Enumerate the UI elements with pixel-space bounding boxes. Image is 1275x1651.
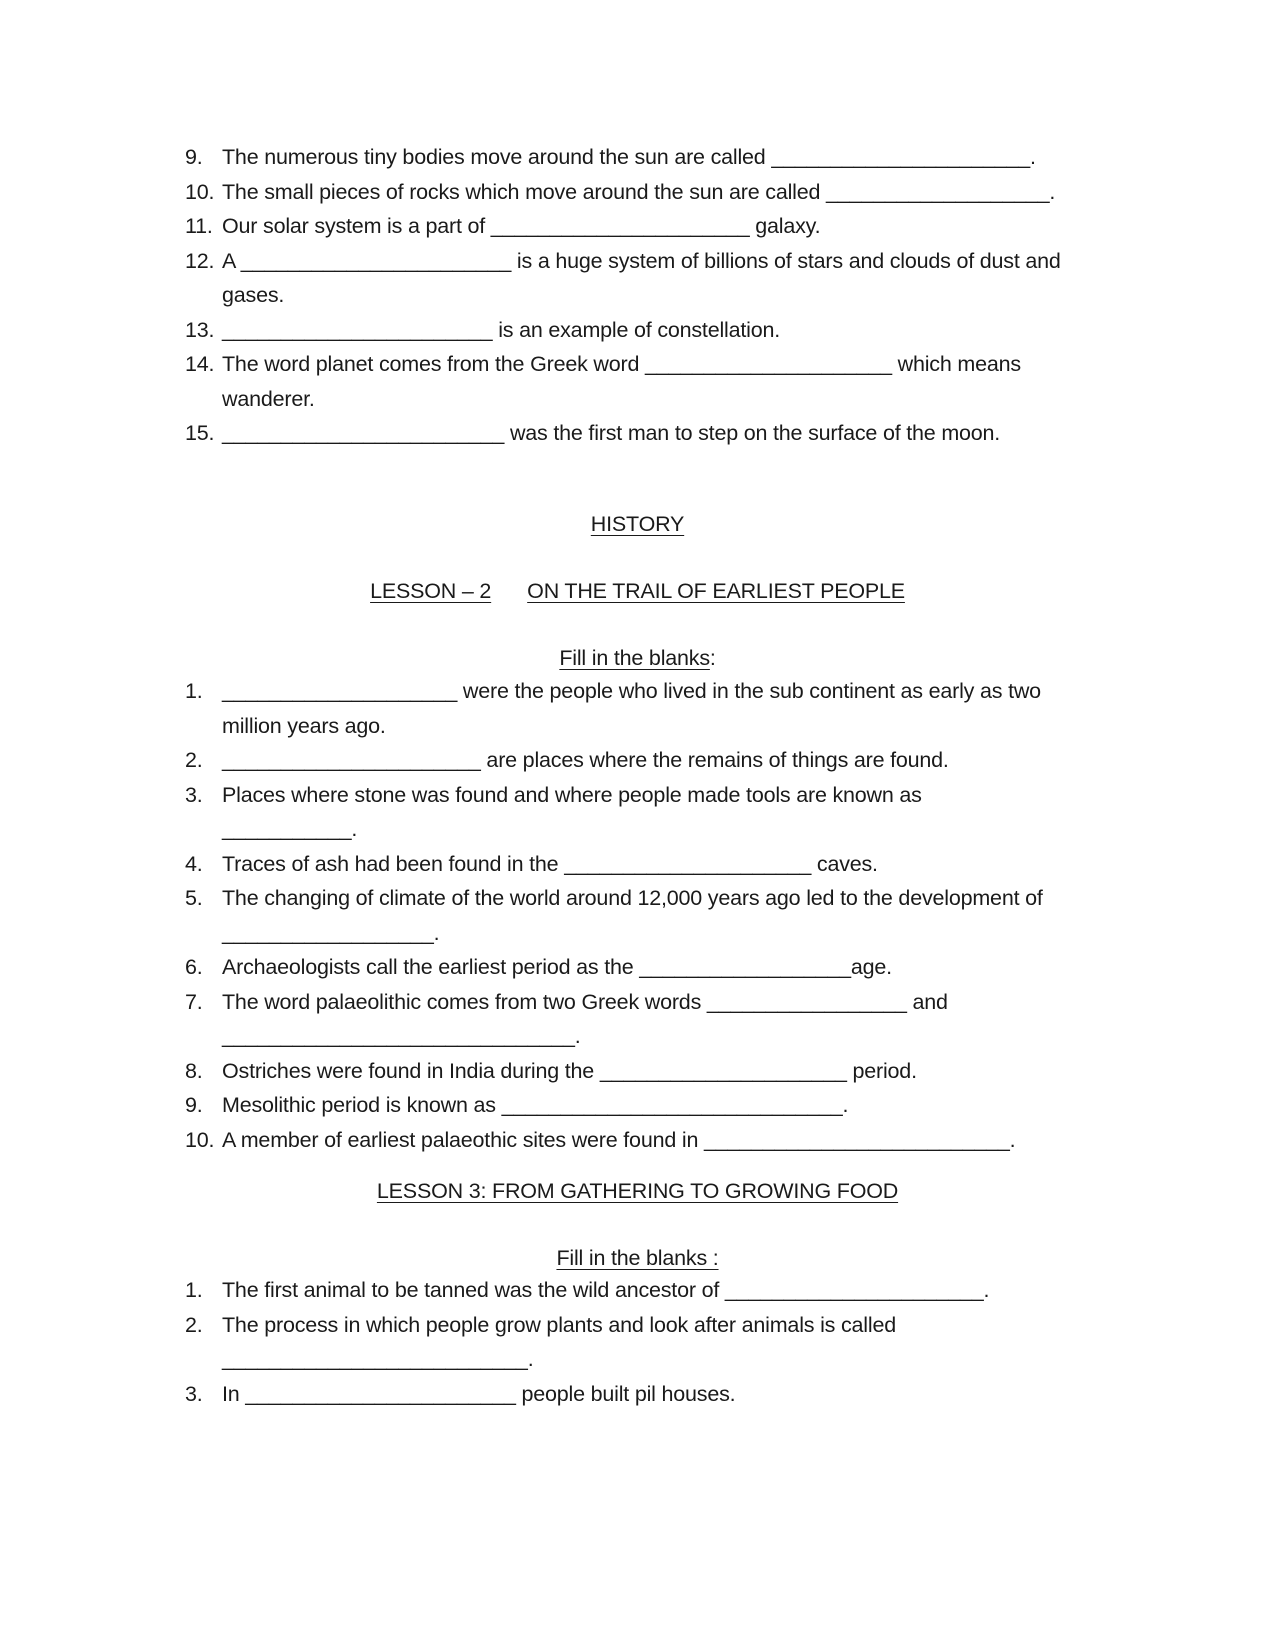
question-number: 9. — [185, 1093, 203, 1117]
question-number: 13. — [185, 317, 215, 342]
question-line: ___________. — [222, 817, 358, 841]
lesson-3-question — [185, 1308, 1115, 1377]
lesson-2-question — [185, 674, 1115, 743]
geography-question — [185, 347, 1115, 416]
question-line: Traces of ash had been found in the _____________________ caves. — [222, 851, 878, 876]
question-number: 1. — [185, 679, 203, 703]
question-number: 2. — [185, 1312, 203, 1337]
lesson-2-question — [185, 1123, 1115, 1158]
question-text — [222, 1377, 1115, 1412]
lesson-3-question — [185, 1273, 1115, 1308]
geography-question — [185, 313, 1115, 348]
question-number: 15. — [185, 421, 215, 445]
question-number: 10. — [185, 179, 215, 204]
question-text — [222, 1123, 1115, 1158]
lesson-2-question — [185, 1088, 1115, 1123]
question-text — [222, 1273, 1115, 1308]
question-text — [222, 175, 1115, 210]
question-number: 7. — [185, 989, 203, 1014]
history-heading — [0, 509, 1275, 539]
lesson-3-heading — [0, 1176, 1275, 1206]
question-line: ______________________________. — [222, 1024, 581, 1048]
question-line: The changing of climate of the world around 12,000 years ago led to the development of — [222, 886, 1043, 910]
question-number: 9. — [185, 145, 203, 169]
question-text — [222, 347, 1115, 416]
question-line: __________________. — [222, 920, 440, 945]
lesson-2-question — [185, 1054, 1115, 1089]
geography-question — [185, 416, 1115, 451]
question-text — [222, 1308, 1115, 1377]
lesson-2-instruction-colon: : — [709, 646, 716, 670]
lesson-3-title: LESSON 3: FROM GATHERING TO GROWING FOOD — [376, 1179, 899, 1203]
question-number: 4. — [185, 851, 203, 876]
question-text — [222, 743, 1115, 778]
question-text — [222, 140, 1115, 175]
question-text — [222, 244, 1115, 313]
question-line: Mesolithic period is known as _____________________________. — [222, 1093, 849, 1117]
lesson-2-question — [185, 985, 1115, 1054]
question-number: 5. — [185, 886, 203, 910]
geography-question-list — [185, 140, 1115, 451]
history-title: HISTORY — [590, 512, 685, 536]
question-number: 2. — [185, 748, 203, 772]
geography-question — [185, 209, 1115, 244]
question-line: The word planet comes from the Greek word _____________________ which means — [222, 352, 1021, 376]
question-number: 10. — [185, 1127, 215, 1152]
question-line: ________________________ was the first man to step on the surface of the moon. — [222, 421, 1001, 445]
question-line: The process in which people grow plants and look after animals is called — [222, 1312, 896, 1337]
lesson-2-question — [185, 743, 1115, 778]
question-line: ____________________ were the people who lived in the sub continent as early as two — [222, 679, 1041, 703]
question-line: million years ago. — [222, 713, 386, 738]
question-line: _______________________ is an example of constellation. — [222, 317, 781, 342]
question-text — [222, 416, 1115, 451]
question-text — [222, 1054, 1115, 1089]
question-line: ______________________ are places where the remains of things are found. — [222, 748, 949, 772]
question-text — [222, 881, 1115, 950]
lesson-2-heading — [0, 576, 1275, 606]
question-line: The word palaeolithic comes from two Greek words _________________ and — [222, 989, 948, 1014]
question-number: 14. — [185, 352, 215, 376]
question-text — [222, 778, 1115, 847]
lesson-2-question — [185, 778, 1115, 847]
question-line: A _______________________ is a huge system of billions of stars and clouds of dust and — [222, 248, 1061, 273]
lesson-3-instruction-text: Fill in the blanks : — [556, 1246, 719, 1270]
geography-question — [185, 140, 1115, 175]
lesson-2-instruction-text: Fill in the blanks — [559, 646, 710, 670]
question-text — [222, 950, 1115, 985]
geography-question — [185, 244, 1115, 313]
question-line: The first animal to be tanned was the wild ancestor of ______________________. — [222, 1278, 990, 1302]
question-text — [222, 985, 1115, 1054]
question-number: 12. — [185, 248, 215, 273]
question-number: 3. — [185, 782, 203, 807]
lesson-2-instruction — [0, 643, 1275, 673]
question-text — [222, 847, 1115, 882]
question-number: 3. — [185, 1381, 203, 1406]
question-line: In _______________________ people built pil houses. — [222, 1381, 736, 1406]
lesson-2-label: LESSON – 2 ON THE TRAIL OF EARLIEST PEOPLE — [370, 579, 905, 603]
question-line: Places where stone was found and where people made tools are known as — [222, 782, 922, 807]
question-line: gases. — [222, 283, 285, 307]
lesson-3-question-list — [185, 1273, 1115, 1411]
question-line: A member of earliest palaeothic sites were found in __________________________. — [222, 1127, 1016, 1152]
geography-question — [185, 175, 1115, 210]
lesson-2-question-list — [185, 674, 1115, 1157]
question-number: 11. — [185, 214, 213, 238]
question-line: The numerous tiny bodies move around the sun are called ______________________. — [222, 145, 1036, 169]
question-number: 6. — [185, 955, 203, 979]
question-line: The small pieces of rocks which move around the sun are called ___________________. — [222, 179, 1056, 204]
lesson-3-instruction — [0, 1243, 1275, 1273]
lesson-2-question — [185, 881, 1115, 950]
question-text — [222, 209, 1115, 244]
question-number: 8. — [185, 1058, 203, 1083]
lesson-3-question — [185, 1377, 1115, 1412]
question-number: 1. — [185, 1278, 203, 1302]
question-line: Our solar system is a part of ______________________ galaxy. — [222, 214, 821, 238]
question-line: __________________________. — [222, 1347, 534, 1371]
question-line: Archaeologists call the earliest period as the __________________age. — [222, 955, 892, 979]
question-text — [222, 313, 1115, 348]
question-line: wanderer. — [222, 386, 315, 411]
question-text — [222, 674, 1115, 743]
lesson-2-question — [185, 950, 1115, 985]
lesson-2-question — [185, 847, 1115, 882]
question-line: Ostriches were found in India during the _____________________ period. — [222, 1058, 917, 1083]
question-text — [222, 1088, 1115, 1123]
